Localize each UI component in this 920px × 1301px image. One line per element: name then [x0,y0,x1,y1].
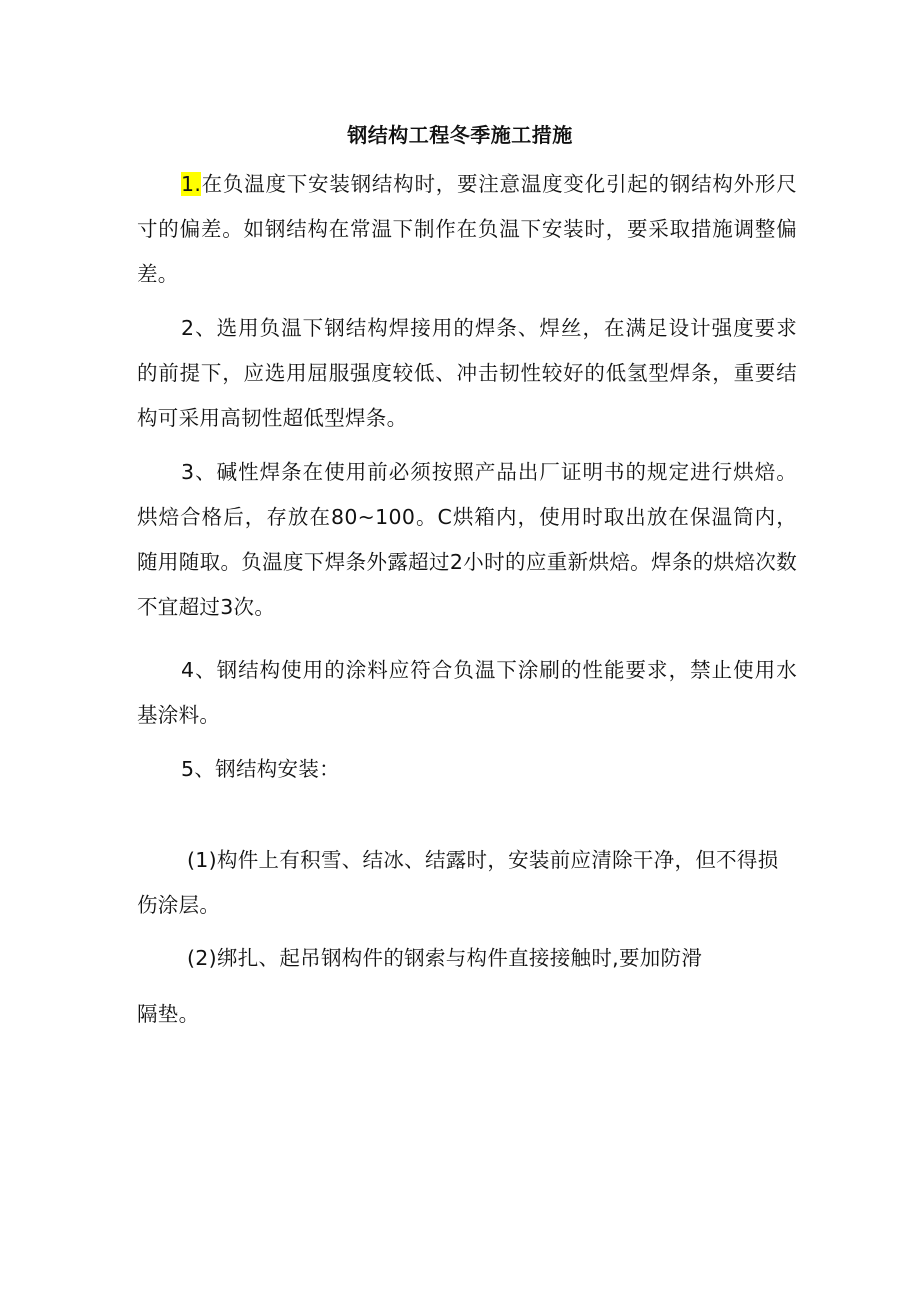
highlighted-item-number: 1. [181,172,202,196]
paragraph-item-2: 2、选用负温下钢结构焊接用的焊条、焊丝，在满足设计强度要求的前提下，应选用屈服强度较低、冲击韧性较好的低氢型焊条，重要结构可采用高韧性超低型焊条。 [137,316,797,430]
paragraph-item-3: 3、碱性焊条在使用前必须按照产品出厂证明书的规定进行烘焙。烘焙合格后，存放在80~100。C烘箱内，使用时取出放在保温筒内，随用随取。负温度下焊条外露超过2小时的应重新烘焙。焊条的烘焙次数不宜超过3次。 [137,460,797,619]
paragraph-item-1 [137,162,797,297]
sub-item-1: (1)构件上有积雪、结冰、结露时，安装前应清除干净，但不得损伤涂层。 [137,848,779,917]
sub-item-2-line-1: (2)绑扎、起吊钢构件的钢索与构件直接接触时,要加防滑 [187,946,703,970]
item-1-text: 在负温度下安装钢结构时，要注意温度变化引起的钢结构外形尺寸的偏差。如钢结构在常温下制作在负温下安装时，要采取措施调整偏差。 [137,172,797,286]
paragraph-item-5: 5、钢结构安装： [181,757,340,781]
sub-item-2-line-2: 隔垫。 [137,1002,200,1026]
document-title: 钢结构工程冬季施工措施 [347,123,573,147]
paragraph-item-4: 4、钢结构使用的涂料应符合负温下涂刷的性能要求，禁止使用水基涂料。 [137,658,797,727]
